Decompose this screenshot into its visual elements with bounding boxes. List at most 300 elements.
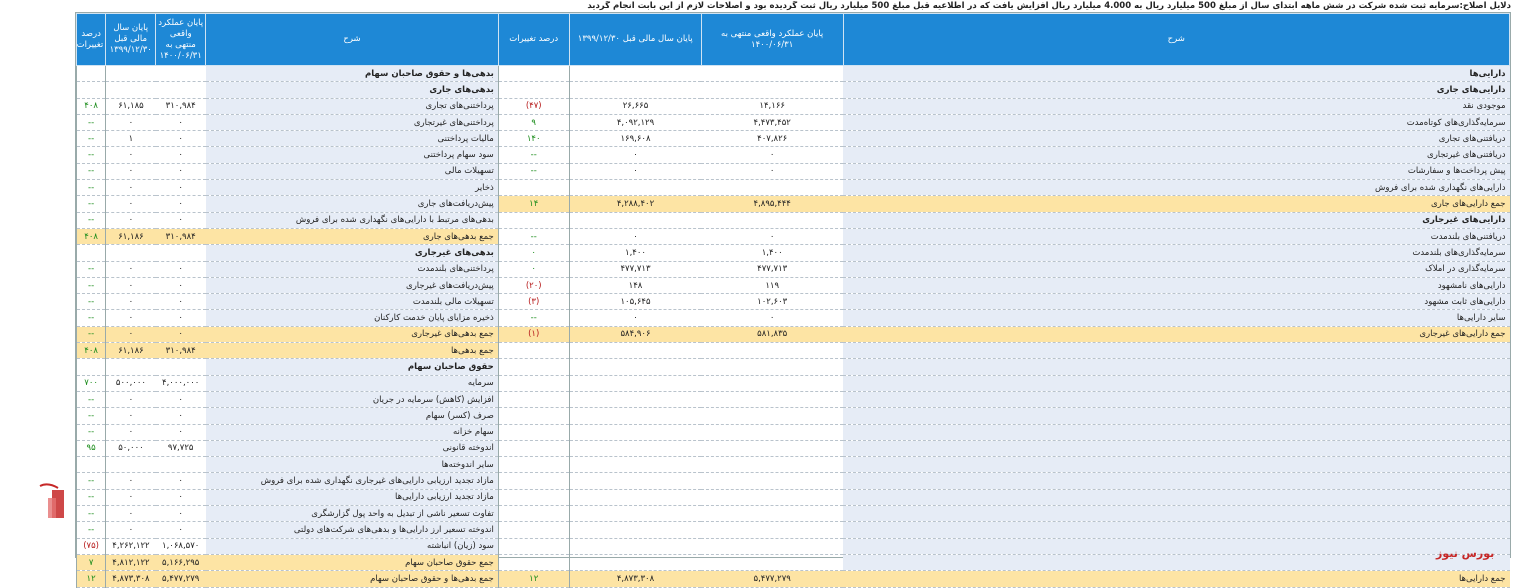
asset-change-percent xyxy=(498,538,569,554)
liability-previous-value: ۰ xyxy=(106,522,156,538)
liability-description: پرداختنی‌های بلندمدت xyxy=(206,261,499,277)
liability-current-value: ۰ xyxy=(156,163,206,179)
asset-description: سایر دارایی‌ها xyxy=(843,310,1510,326)
liability-current-value: ۰ xyxy=(156,196,206,212)
table-row xyxy=(77,554,1510,570)
liability-description: ذخایر xyxy=(206,180,499,196)
asset-change-percent xyxy=(498,359,569,375)
liability-previous-value: ۵۰۰,۰۰۰ xyxy=(106,375,156,391)
asset-description xyxy=(843,391,1510,407)
liability-current-value: ۰ xyxy=(156,180,206,196)
asset-previous-value xyxy=(569,440,701,456)
liability-description: بدهی‌های جاری xyxy=(206,82,499,98)
liability-current-value: ۰ xyxy=(156,147,206,163)
liability-previous-value: ۶۱,۱۸۵ xyxy=(106,98,156,114)
asset-previous-value xyxy=(569,424,701,440)
liability-change-percent: -- xyxy=(77,326,106,342)
table-row xyxy=(77,245,1510,261)
liability-description: تسهیلات مالی بلندمدت xyxy=(206,294,499,310)
liability-current-value: ۰ xyxy=(156,522,206,538)
table-row xyxy=(77,294,1510,310)
asset-current-value xyxy=(701,489,843,505)
liability-current-value: ۰ xyxy=(156,473,206,489)
liability-description: بدهی‌های غیرجاری xyxy=(206,245,499,261)
asset-previous-value xyxy=(569,212,701,228)
asset-change-percent xyxy=(498,343,569,359)
table-row xyxy=(77,440,1510,456)
liability-description: پرداختنی‌های غیرتجاری xyxy=(206,114,499,130)
liability-change-percent: -- xyxy=(77,180,106,196)
liability-description: پیش‌دریافت‌های جاری xyxy=(206,196,499,212)
table-row xyxy=(77,66,1510,82)
liability-current-value: ۰ xyxy=(156,261,206,277)
asset-description: پیش پرداخت‌ها و سفارشات xyxy=(843,163,1510,179)
liability-previous-value: ۴,۸۷۳,۳۰۸ xyxy=(106,571,156,587)
liability-current-value: ۰ xyxy=(156,310,206,326)
asset-previous-value xyxy=(569,82,701,98)
liability-description: بدهی‌ها و حقوق صاحبان سهام xyxy=(206,66,499,82)
table-row xyxy=(77,114,1510,130)
liability-change-percent xyxy=(77,359,106,375)
asset-current-value: ۱۴,۱۶۶ xyxy=(701,98,843,114)
table-body xyxy=(77,66,1510,588)
asset-description xyxy=(843,522,1510,538)
asset-previous-value: ۵۸۴,۹۰۶ xyxy=(569,326,701,342)
asset-change-percent: -- xyxy=(498,228,569,244)
asset-change-percent xyxy=(498,522,569,538)
liability-change-percent: -- xyxy=(77,473,106,489)
liability-change-percent: -- xyxy=(77,310,106,326)
table-row xyxy=(77,538,1510,554)
asset-description: سرمایه‌گذاری‌های کوتاه‌مدت xyxy=(843,114,1510,130)
asset-previous-value: ۱,۴۰۰ xyxy=(569,245,701,261)
liability-change-percent: -- xyxy=(77,277,106,293)
table-row xyxy=(77,196,1510,212)
liability-current-value: ۵,۱۶۶,۲۹۵ xyxy=(156,554,206,570)
asset-previous-value xyxy=(569,538,701,554)
liability-previous-value: ۰ xyxy=(106,147,156,163)
asset-previous-value xyxy=(569,180,701,196)
asset-change-percent xyxy=(498,473,569,489)
asset-change-percent xyxy=(498,180,569,196)
liability-current-value: ۰ xyxy=(156,277,206,293)
liability-description: جمع بدهی‌های غیرجاری xyxy=(206,326,499,342)
asset-change-percent xyxy=(498,424,569,440)
asset-previous-value xyxy=(569,66,701,82)
liability-change-percent xyxy=(77,245,106,261)
asset-change-percent xyxy=(498,66,569,82)
asset-change-percent xyxy=(498,82,569,98)
asset-description xyxy=(843,359,1510,375)
table-row xyxy=(77,212,1510,228)
liability-previous-value: ۰ xyxy=(106,163,156,179)
asset-change-percent: -- xyxy=(498,310,569,326)
asset-previous-value xyxy=(569,489,701,505)
table-row xyxy=(77,261,1510,277)
asset-previous-value: ۴,۸۷۳,۳۰۸ xyxy=(569,571,701,587)
asset-change-percent xyxy=(498,554,569,570)
asset-current-value xyxy=(701,473,843,489)
asset-change-percent: -- xyxy=(498,163,569,179)
asset-current-value: ۰ xyxy=(701,310,843,326)
asset-current-value xyxy=(701,212,843,228)
asset-description xyxy=(843,375,1510,391)
asset-change-percent xyxy=(498,457,569,473)
table-row xyxy=(77,180,1510,196)
asset-description xyxy=(843,424,1510,440)
correction-note: دلایل اصلاح:سرمایه ثبت شده شرکت در شش ماهه ابتدای سال از مبلغ 500 میلیارد ریال به 4.000 میلیارد ریال افزایش یافت که در اطلاعیه قبل مبلغ 500 میلیارد ریال ثبت گردیده بود و اصلاحات لازم از این بابت انجام گردید xyxy=(587,1,1511,11)
asset-previous-value: ۲۶,۶۶۵ xyxy=(569,98,701,114)
asset-current-value: ۰ xyxy=(701,228,843,244)
liability-current-value: ۱,۰۶۸,۵۷۰ xyxy=(156,538,206,554)
liability-change-percent: -- xyxy=(77,261,106,277)
liability-current-value: ۰ xyxy=(156,294,206,310)
table-row xyxy=(77,473,1510,489)
liability-previous-value: ۶۱,۱۸۶ xyxy=(106,343,156,359)
liability-description: جمع بدهی‌های جاری xyxy=(206,228,499,244)
liability-current-value xyxy=(156,359,206,375)
asset-current-value xyxy=(701,391,843,407)
table-row xyxy=(77,457,1510,473)
asset-current-value xyxy=(701,554,843,570)
asset-current-value: ۴۰۷,۸۲۶ xyxy=(701,131,843,147)
liability-current-value: ۰ xyxy=(156,506,206,522)
liability-current-value: ۰ xyxy=(156,391,206,407)
liability-current-value: ۹۷,۷۲۵ xyxy=(156,440,206,456)
asset-description: دارایی‌های جاری xyxy=(843,82,1510,98)
header-liabilities-previous: پایان سال مالی قبل ۱۳۹۹/۱۲/۳۰ xyxy=(106,14,156,66)
liability-previous-value: ۰ xyxy=(106,180,156,196)
asset-change-percent xyxy=(498,489,569,505)
asset-current-value: ۰ xyxy=(701,147,843,163)
liability-current-value: ۰ xyxy=(156,131,206,147)
liability-description: پیش‌دریافت‌های غیرجاری xyxy=(206,277,499,293)
asset-previous-value: ۴,۰۹۲,۱۲۹ xyxy=(569,114,701,130)
table-row xyxy=(77,326,1510,342)
liability-description: سهام خزانه xyxy=(206,424,499,440)
liability-description: سود سهام پرداختنی xyxy=(206,147,499,163)
liability-previous-value: ۰ xyxy=(106,424,156,440)
asset-current-value: ۱۱۹ xyxy=(701,277,843,293)
asset-current-value: ۰ xyxy=(701,163,843,179)
asset-description: دارایی‌های ثابت مشهود xyxy=(843,294,1510,310)
liability-description: اندوخته قانونی xyxy=(206,440,499,456)
liability-change-percent: -- xyxy=(77,212,106,228)
table-header-row xyxy=(77,14,1510,66)
liability-change-percent: ۷ xyxy=(77,554,106,570)
liability-description: سود (زیان) انباشته xyxy=(206,538,499,554)
table-row xyxy=(77,82,1510,98)
asset-description: سرمایه‌گذاری در املاک xyxy=(843,261,1510,277)
asset-current-value xyxy=(701,457,843,473)
asset-description: دارایی‌های غیرجاری xyxy=(843,212,1510,228)
table-row xyxy=(77,391,1510,407)
asset-current-value xyxy=(701,538,843,554)
liability-current-value xyxy=(156,82,206,98)
table-row xyxy=(77,277,1510,293)
header-liabilities-description: شرح xyxy=(206,14,499,66)
liability-previous-value: ۰ xyxy=(106,473,156,489)
liability-change-percent: -- xyxy=(77,196,106,212)
liability-description: جمع بدهی‌ها xyxy=(206,343,499,359)
asset-description xyxy=(843,506,1510,522)
header-liabilities-current: پایان عملکرد واقعی منتهی به ۱۴۰۰/۰۶/۳۱ xyxy=(156,14,206,66)
liability-change-percent: -- xyxy=(77,408,106,424)
asset-current-value: ۵۸۱,۸۳۵ xyxy=(701,326,843,342)
liability-description: جمع حقوق صاحبان سهام xyxy=(206,554,499,570)
asset-previous-value xyxy=(569,457,701,473)
liability-current-value: ۰ xyxy=(156,424,206,440)
liability-previous-value xyxy=(106,245,156,261)
liability-change-percent xyxy=(77,457,106,473)
asset-current-value xyxy=(701,359,843,375)
asset-description xyxy=(843,440,1510,456)
liability-previous-value: ۶۱,۱۸۶ xyxy=(106,228,156,244)
liability-current-value: ۰ xyxy=(156,326,206,342)
asset-previous-value: ۰ xyxy=(569,310,701,326)
liability-previous-value: ۰ xyxy=(106,391,156,407)
balance-sheet-table xyxy=(76,13,1510,588)
asset-current-value xyxy=(701,424,843,440)
asset-change-percent xyxy=(498,391,569,407)
table-row xyxy=(77,375,1510,391)
asset-change-percent xyxy=(498,212,569,228)
asset-previous-value: ۰ xyxy=(569,228,701,244)
liability-description: بدهی‌های مرتبط با دارایی‌های نگهداری شده برای فروش xyxy=(206,212,499,228)
liability-change-percent: ۷۰۰ xyxy=(77,375,106,391)
asset-previous-value xyxy=(569,408,701,424)
liability-previous-value: ۰ xyxy=(106,326,156,342)
asset-description xyxy=(843,554,1510,570)
asset-change-percent: -- xyxy=(498,147,569,163)
liability-previous-value: ۴,۲۶۲,۱۲۲ xyxy=(106,538,156,554)
asset-current-value xyxy=(701,522,843,538)
asset-current-value: ۱,۴۰۰ xyxy=(701,245,843,261)
table-row xyxy=(77,359,1510,375)
liability-description: ذخیره مزایای پایان خدمت کارکنان xyxy=(206,310,499,326)
liability-previous-value: ۰ xyxy=(106,261,156,277)
asset-current-value xyxy=(701,180,843,196)
asset-description: جمع دارایی‌ها xyxy=(843,571,1510,587)
table-row xyxy=(77,408,1510,424)
asset-previous-value xyxy=(569,506,701,522)
brand-watermark: بورس نیوز xyxy=(1436,547,1495,560)
asset-description: سرمایه‌گذاری‌های بلندمدت xyxy=(843,245,1510,261)
asset-previous-value: ۴۷۷,۷۱۳ xyxy=(569,261,701,277)
asset-description xyxy=(843,473,1510,489)
liability-current-value: ۵,۴۷۷,۲۷۹ xyxy=(156,571,206,587)
liability-change-percent: -- xyxy=(77,114,106,130)
table-row xyxy=(77,98,1510,114)
liability-description: اندوخته تسعیر ارز دارایی‌ها و بدهی‌های شرکت‌های دولتی xyxy=(206,522,499,538)
liability-change-percent: -- xyxy=(77,294,106,310)
asset-description: جمع دارایی‌های غیرجاری xyxy=(843,326,1510,342)
liability-description: پرداختنی‌های تجاری xyxy=(206,98,499,114)
liability-description: مازاد تجدید ارزیابی دارایی‌های غیرجاری نگهداری شده برای فروش xyxy=(206,473,499,489)
asset-description: دارایی‌های نگهداری شده برای فروش xyxy=(843,180,1510,196)
liability-previous-value xyxy=(106,82,156,98)
liability-current-value xyxy=(156,245,206,261)
asset-current-value: ۵,۴۷۷,۲۷۹ xyxy=(701,571,843,587)
asset-description: دارایی‌ها xyxy=(843,66,1510,82)
liability-change-percent: -- xyxy=(77,391,106,407)
asset-previous-value xyxy=(569,391,701,407)
liability-description: جمع بدهی‌ها و حقوق صاحبان سهام xyxy=(206,571,499,587)
asset-current-value: ۴,۴۷۳,۴۵۲ xyxy=(701,114,843,130)
asset-change-percent: ۰ xyxy=(498,245,569,261)
asset-previous-value: ۱۴۸ xyxy=(569,277,701,293)
liability-previous-value: ۰ xyxy=(106,196,156,212)
header-assets-description: شرح xyxy=(843,14,1510,66)
liability-change-percent: ۴۰۸ xyxy=(77,98,106,114)
asset-previous-value xyxy=(569,375,701,391)
table-row xyxy=(77,163,1510,179)
liability-previous-value: ۰ xyxy=(106,408,156,424)
liability-change-percent: -- xyxy=(77,163,106,179)
liability-current-value: ۳۱۰,۹۸۴ xyxy=(156,98,206,114)
balance-sheet-table-container xyxy=(75,12,1511,584)
asset-change-percent xyxy=(498,440,569,456)
asset-previous-value: ۰ xyxy=(569,147,701,163)
asset-previous-value: ۰ xyxy=(569,163,701,179)
liability-current-value: ۰ xyxy=(156,114,206,130)
table-row xyxy=(77,147,1510,163)
header-assets-change: درصد تغییرات xyxy=(498,14,569,66)
asset-previous-value xyxy=(569,554,701,570)
table-row xyxy=(77,506,1510,522)
asset-change-percent xyxy=(498,408,569,424)
liability-previous-value: ۰ xyxy=(106,277,156,293)
liability-change-percent: -- xyxy=(77,424,106,440)
liability-change-percent: -- xyxy=(77,489,106,505)
liability-description: تفاوت تسعیر ناشی از تبدیل به واحد پول گزارشگری xyxy=(206,506,499,522)
liability-current-value: ۰ xyxy=(156,489,206,505)
asset-change-percent xyxy=(498,375,569,391)
header-liabilities-change: درصد تغییرات xyxy=(77,14,106,66)
asset-current-value xyxy=(701,375,843,391)
table-row xyxy=(77,343,1510,359)
liability-previous-value: ۰ xyxy=(106,114,156,130)
liability-previous-value: ۰ xyxy=(106,489,156,505)
asset-previous-value: ۱۰۵,۶۴۵ xyxy=(569,294,701,310)
liability-previous-value xyxy=(106,359,156,375)
liability-change-percent: -- xyxy=(77,131,106,147)
asset-change-percent: (۳) xyxy=(498,294,569,310)
table-row xyxy=(77,310,1510,326)
liability-description: افزایش (کاهش) سرمایه در جریان xyxy=(206,391,499,407)
asset-change-percent: ۱۴۰ xyxy=(498,131,569,147)
liability-description: مازاد تجدید ارزیابی دارایی‌ها xyxy=(206,489,499,505)
liability-previous-value: ۰ xyxy=(106,310,156,326)
asset-description: دریافتنی‌های غیرتجاری xyxy=(843,147,1510,163)
asset-description: جمع دارایی‌های جاری xyxy=(843,196,1510,212)
asset-description: دریافتنی‌های بلندمدت xyxy=(843,228,1510,244)
liability-previous-value: ۰ xyxy=(106,294,156,310)
asset-previous-value xyxy=(569,359,701,375)
liability-change-percent xyxy=(77,66,106,82)
asset-current-value: ۱۰۲,۶۰۳ xyxy=(701,294,843,310)
asset-current-value xyxy=(701,66,843,82)
asset-change-percent: ۱۲ xyxy=(498,571,569,587)
asset-previous-value: ۱۶۹,۶۰۸ xyxy=(569,131,701,147)
asset-previous-value: ۴,۲۸۸,۴۰۲ xyxy=(569,196,701,212)
liability-change-percent: ۹۵ xyxy=(77,440,106,456)
liability-current-value: ۳۱۰,۹۸۴ xyxy=(156,228,206,244)
liability-description: حقوق صاحبان سهام xyxy=(206,359,499,375)
asset-description xyxy=(843,538,1510,554)
asset-current-value xyxy=(701,506,843,522)
liability-previous-value: ۱ xyxy=(106,131,156,147)
liability-change-percent: -- xyxy=(77,522,106,538)
asset-description: دریافتنی‌های تجاری xyxy=(843,131,1510,147)
liability-current-value: ۰ xyxy=(156,212,206,228)
asset-previous-value xyxy=(569,343,701,359)
liability-description: تسهیلات مالی xyxy=(206,163,499,179)
liability-current-value xyxy=(156,66,206,82)
asset-current-value xyxy=(701,408,843,424)
liability-current-value: ۰ xyxy=(156,408,206,424)
asset-current-value xyxy=(701,440,843,456)
liability-change-percent: -- xyxy=(77,147,106,163)
liability-previous-value xyxy=(106,66,156,82)
asset-change-percent: ۰ xyxy=(498,261,569,277)
table-row xyxy=(77,424,1510,440)
asset-description xyxy=(843,343,1510,359)
asset-description xyxy=(843,408,1510,424)
asset-change-percent: ۱۴ xyxy=(498,196,569,212)
liability-current-value xyxy=(156,457,206,473)
liability-description: سرمایه xyxy=(206,375,499,391)
liability-previous-value: ۰ xyxy=(106,506,156,522)
table-row xyxy=(77,571,1510,587)
table-row xyxy=(77,131,1510,147)
liability-change-percent xyxy=(77,82,106,98)
asset-description xyxy=(843,489,1510,505)
liability-previous-value: ۰ xyxy=(106,212,156,228)
asset-previous-value xyxy=(569,473,701,489)
asset-description xyxy=(843,457,1510,473)
liability-description: صرف (کسر) سهام xyxy=(206,408,499,424)
asset-change-percent xyxy=(498,506,569,522)
header-assets-previous: پایان سال مالی قبل ۱۳۹۹/۱۲/۳۰ xyxy=(569,14,701,66)
asset-current-value xyxy=(701,82,843,98)
liability-description: مالیات پرداختنی xyxy=(206,131,499,147)
liability-previous-value: ۴,۸۱۲,۱۲۲ xyxy=(106,554,156,570)
liability-change-percent: ۴۰۸ xyxy=(77,228,106,244)
asset-previous-value xyxy=(569,522,701,538)
liability-change-percent: ۱۲ xyxy=(77,571,106,587)
asset-current-value: ۴۷۷,۷۱۳ xyxy=(701,261,843,277)
liability-change-percent: (۷۵) xyxy=(77,538,106,554)
asset-change-percent: (۲۰) xyxy=(498,277,569,293)
liability-change-percent: -- xyxy=(77,506,106,522)
table-row xyxy=(77,228,1510,244)
liability-previous-value: ۵۰,۰۰۰ xyxy=(106,440,156,456)
liability-change-percent: ۴۰۸ xyxy=(77,343,106,359)
table-row xyxy=(77,489,1510,505)
liability-previous-value xyxy=(106,457,156,473)
table-row xyxy=(77,522,1510,538)
news-logo-icon xyxy=(38,480,72,524)
asset-change-percent: (۴۷) xyxy=(498,98,569,114)
asset-current-value xyxy=(701,343,843,359)
asset-description: دارایی‌های نامشهود xyxy=(843,277,1510,293)
asset-change-percent: (۱) xyxy=(498,326,569,342)
asset-current-value: ۴,۸۹۵,۴۴۴ xyxy=(701,196,843,212)
header-assets-current: پایان عملکرد واقعی منتهی به ۱۴۰۰/۰۶/۳۱ xyxy=(701,14,843,66)
liability-current-value: ۴,۰۰۰,۰۰۰ xyxy=(156,375,206,391)
liability-current-value: ۳۱۰,۹۸۴ xyxy=(156,343,206,359)
